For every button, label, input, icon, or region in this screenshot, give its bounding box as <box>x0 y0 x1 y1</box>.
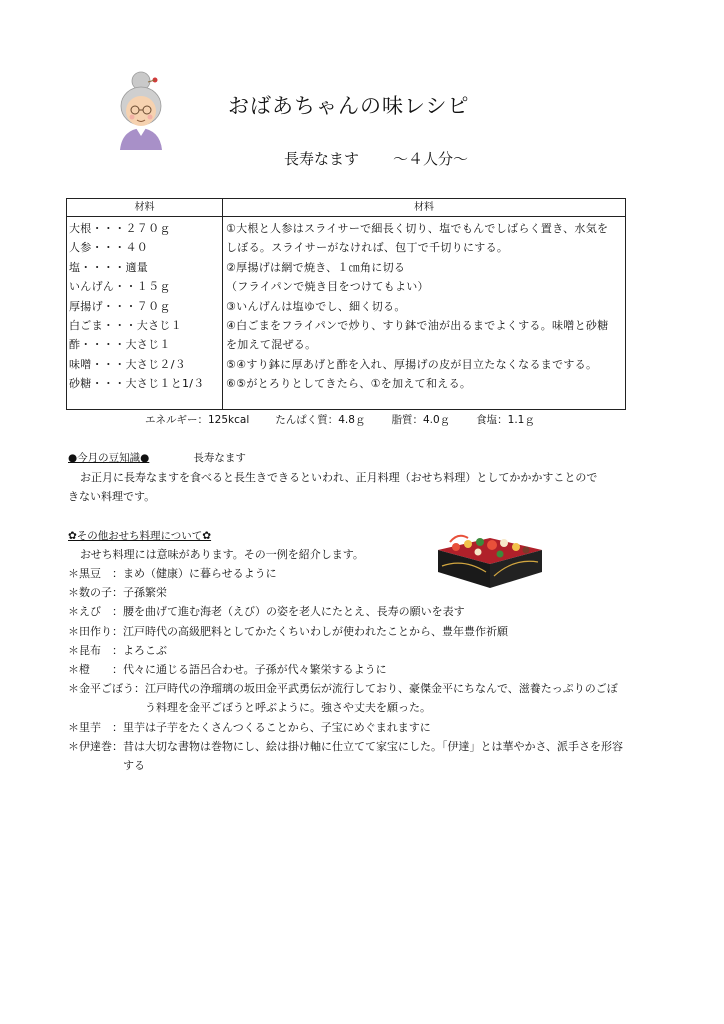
nutrition-energy: エネルギー：125kcal <box>145 414 250 426</box>
osechi-heading-label: ✿その他おせち料理について✿ <box>68 530 212 542</box>
step-line: を加えて混ぜる。 <box>226 338 317 352</box>
item-meaning: 江戸時代の浄瑠璃の坂田金平武勇伝が流行しており、豪傑金平にちなんで、滋養たっぷりのごぼう料理を金平ごぼうと呼ぶように。強さや丈夫を願った。 <box>145 682 618 715</box>
item-meaning: 子孫繁栄 <box>123 586 167 600</box>
list-item <box>68 718 628 737</box>
item-name: ＊数の子： <box>68 586 123 600</box>
item-name: ＊田作り： <box>68 624 123 638</box>
item-meaning: 里芋は子芋をたくさんつくることから、子宝にめぐまれますに <box>123 720 431 734</box>
ingredient-item: いんげん・・１５ｇ <box>69 280 171 294</box>
recipe-subtitle <box>284 148 468 169</box>
page-title: おばあちゃんの味レシピ <box>228 94 470 118</box>
list-item <box>68 641 628 660</box>
step-line: ⑥⑤がとろりとしてきたら、①を加えて和える。 <box>226 377 472 391</box>
recipe-table <box>66 198 626 410</box>
nutrition-fat: 脂質：4.0ｇ <box>391 414 451 426</box>
grandmother-icon <box>110 70 172 150</box>
list-item <box>68 602 628 621</box>
item-name: ＊黒豆 ： <box>68 567 123 580</box>
ingredient-item: 大根・・・２７０ｇ <box>69 222 171 235</box>
trivia-heading-label: ●今月の豆知識● <box>68 452 150 464</box>
ingredient-list <box>69 219 219 394</box>
nutrition-info <box>145 412 561 427</box>
list-item <box>68 679 628 717</box>
ingredient-item: 酢・・・・大さじ１ <box>69 338 171 352</box>
ingredient-item: 砂糖・・・大さじ１と1/３ <box>69 377 205 391</box>
list-item <box>68 622 628 641</box>
step-line: ③いんげんは塩ゆでし、細く切る。 <box>226 299 406 313</box>
dish-name: 長寿なます <box>284 150 360 168</box>
list-item <box>68 737 628 775</box>
trivia-heading <box>68 450 246 465</box>
servings: ～４人分～ <box>393 150 469 168</box>
step-line: （フライパンで焼き目をつけてもよい） <box>226 280 429 294</box>
item-name: ＊伊達巻： <box>68 739 123 753</box>
item-meaning: 昔は大切な書物は巻物にし、絵は掛け軸に仕立てて家宝にした。「伊達」とは華やかさ、派手さを形容する <box>123 739 624 773</box>
list-item <box>68 564 628 583</box>
osechi-heading <box>68 528 211 543</box>
osechi-list <box>68 564 628 775</box>
item-name: ＊金平ごぼう： <box>68 682 145 696</box>
nutrition-protein: たんぱく質：4.8ｇ <box>275 414 366 426</box>
item-meaning: まめ（健康）に暮らせるように <box>123 567 277 580</box>
step-line: ①大根と人参はスライサーで細長く切り、塩でもんでしばらく置き、水気を <box>226 222 609 235</box>
osechi-intro: おせち料理には意味があります。その一例を紹介します。 <box>80 548 364 561</box>
nutrition-salt: 食塩：1.1ｇ <box>476 414 535 426</box>
trivia-body: お正月に長寿なますを食べると長生きできるといわれ、正月料理（おせち料理）としてかかかすことのできない料理です。 <box>68 471 598 503</box>
column-divider <box>222 217 223 409</box>
item-meaning: 江戸時代の高級肥料としてかたくちいわしが使われたことから、豊年豊作祈願 <box>123 624 508 638</box>
steps-column-header: 材料 <box>223 199 625 217</box>
ingredient-item: 白ごま・・・大さじ１ <box>69 318 182 332</box>
item-name: ＊橙 ： <box>68 663 123 677</box>
ingredient-item: 人参・・・４０ <box>69 241 149 255</box>
step-line: ④白ごまをフライパンで炒り、すり鉢で油が出るまでよくする。味噌と砂糖 <box>226 318 609 332</box>
ingredient-item: 厚揚げ・・・７０ｇ <box>69 299 171 313</box>
ingredient-item: 味噌・・・大さじ２/３ <box>69 357 187 371</box>
list-item <box>68 583 628 602</box>
step-list <box>226 219 622 394</box>
list-item <box>68 660 628 679</box>
item-name: ＊里芋 ： <box>68 720 123 734</box>
item-meaning: 腰を曲げて進む海老（えび）の姿を老人にたとえ、長寿の願いを表す <box>123 605 465 619</box>
step-line: ②厚揚げは網で焼き、１㎝角に切る <box>226 260 406 274</box>
item-meaning: 代々に通じる語呂合わせ。子孫が代々繁栄するように <box>123 663 387 677</box>
item-name: ＊昆布 ： <box>68 643 123 657</box>
item-meaning: よろこぶ <box>123 643 167 657</box>
ingredients-column-header: 材料 <box>67 199 223 217</box>
item-name: ＊えび ： <box>68 605 123 619</box>
ingredient-item: 塩・・・・適量 <box>69 260 149 274</box>
step-line: しぼる。スライサーがなければ、包丁で千切りにする。 <box>226 241 509 255</box>
trivia-topic: 長寿なます <box>193 452 246 464</box>
step-line: ⑤④すり鉢に厚あげと酢を入れ、厚揚げの皮が目立たなくなるまでする。 <box>226 357 598 371</box>
